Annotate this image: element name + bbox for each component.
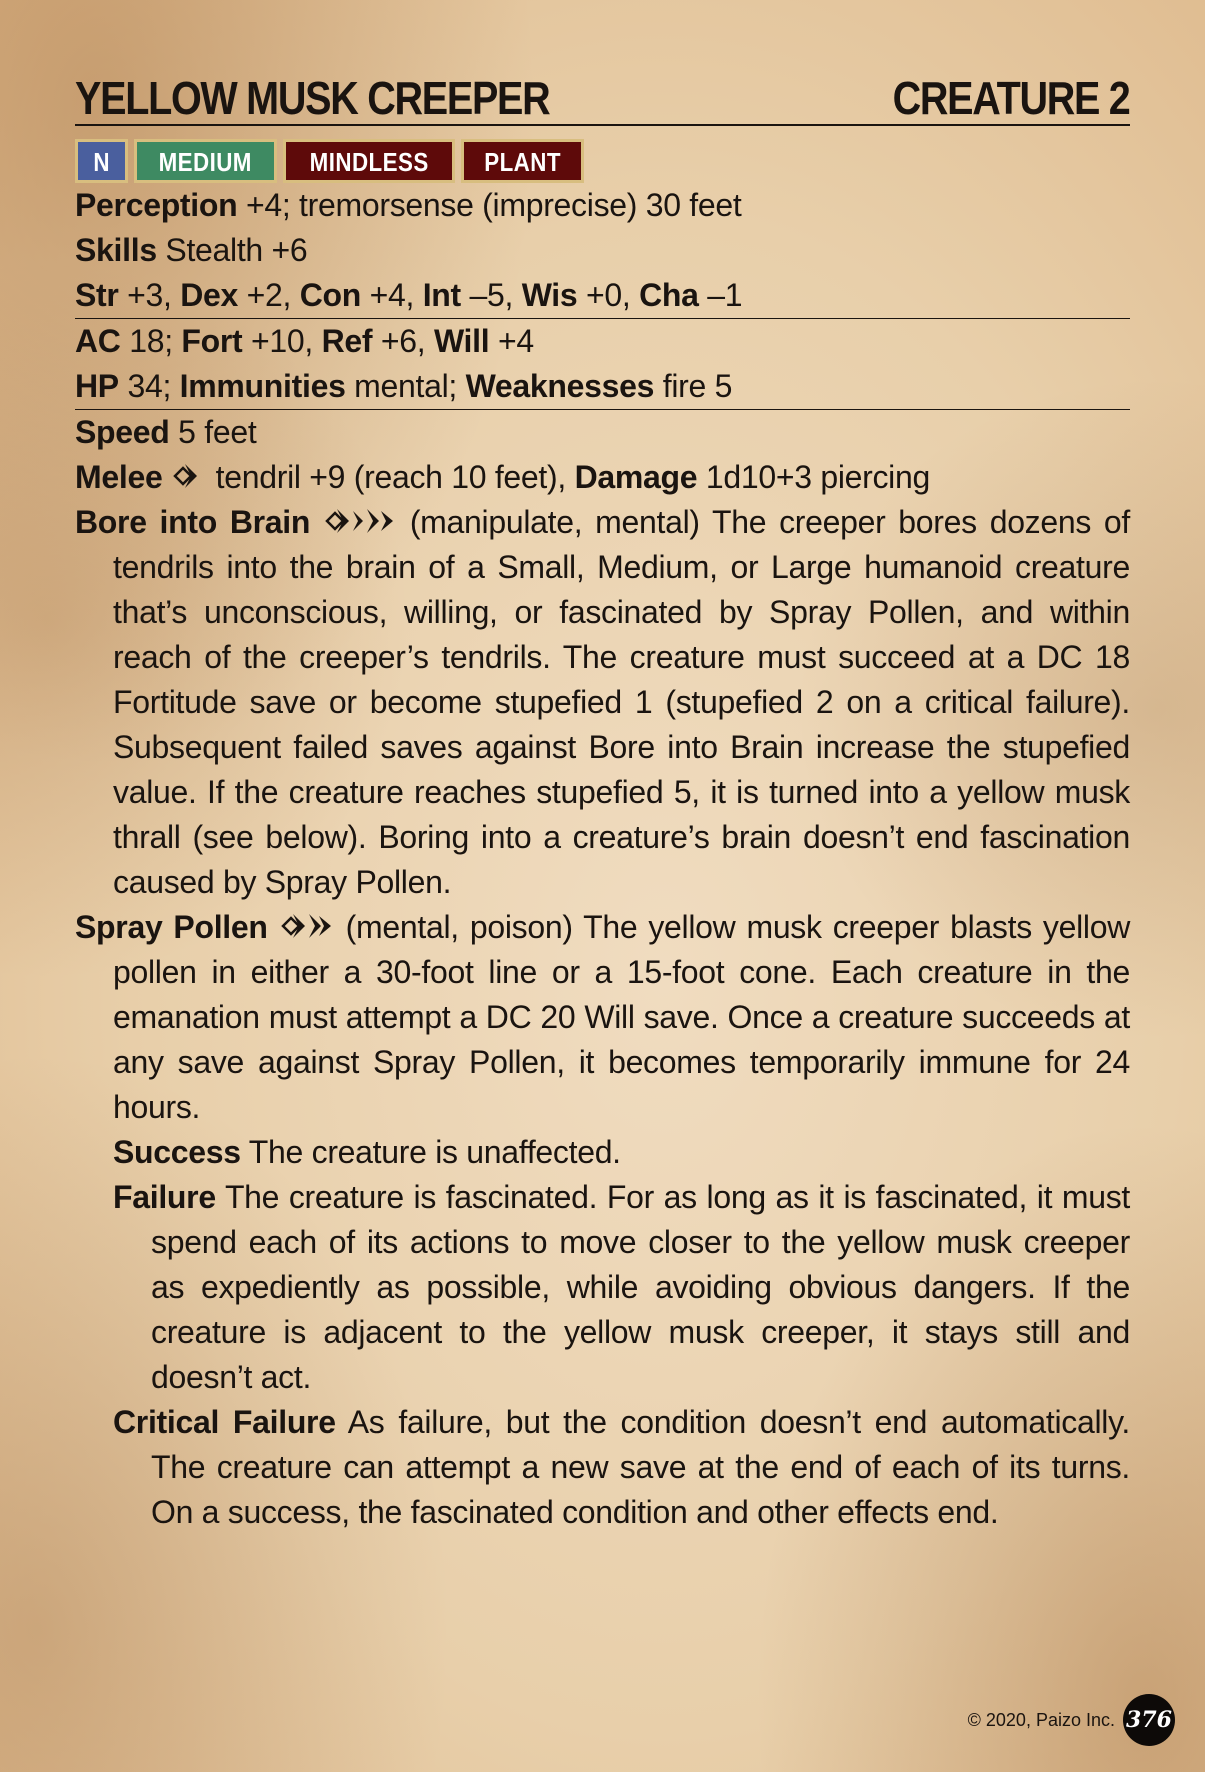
creature-level: CREATURE 2 <box>893 72 1130 124</box>
melee-label: Melee <box>75 459 163 495</box>
ability-value: +3, <box>127 277 172 313</box>
speed-value: 5 feet <box>178 414 257 450</box>
trait-plant: PLANT <box>461 139 584 183</box>
outcome-success <box>75 1130 1130 1175</box>
ability-label: Wis <box>521 277 578 313</box>
ability-label: Cha <box>639 277 699 313</box>
defense-line <box>75 319 1130 364</box>
bore-into-brain-text: (manipulate, mental) The creeper bores dozens of tendrils into the brain of a Small, Medium, or Large humanoid creature that’s unconscious, willing, or fascinated by Spray Pollen, and within reach of the creeper’s tendrils. The creature must succeed at a DC 18 Fortitude save or become stupefied 1 (stupefied 2 on a critical failure). Subsequent failed saves against Bore into Brain increase the stupefied value. If the creature reaches stupefied 5, it is turned into a yellow musk thrall (see below). Boring into a creature’s brain doesn’t end fascination caused by Spray Pollen. <box>113 504 1131 900</box>
immunities-value: mental; <box>354 368 458 404</box>
defense-label: AC <box>75 323 121 359</box>
defense-label: Will <box>433 323 490 359</box>
critical-failure-label: Critical Failure <box>113 1404 336 1440</box>
outcome-critical-failure <box>75 1400 1130 1535</box>
weaknesses-value: fire 5 <box>662 368 733 404</box>
failure-label: Failure <box>113 1179 216 1215</box>
ability-value: +4, <box>369 277 415 313</box>
creature-name: YELLOW MUSK CREEPER <box>75 72 550 124</box>
damage-label: Damage <box>574 459 698 495</box>
success-text: The creature is unaffected. <box>248 1134 621 1170</box>
trait-list <box>75 139 1130 183</box>
defense-value: 18; <box>129 323 173 359</box>
spray-pollen-text: (mental, poison) The yellow musk creeper blasts yellow pollen in either a 30-foot line or a 15-foot cone. Each creature in the emanation must attempt a DC 20 Will save. Once a creature succeeds at any save against Spray Pollen, it becomes temporarily immune for 24 hours. <box>113 909 1131 1125</box>
defense-value: +4 <box>497 323 534 359</box>
three-actions-icon <box>323 506 397 536</box>
hp-line <box>75 364 1130 409</box>
hp-label: HP <box>75 368 119 404</box>
trait-size: MEDIUM <box>134 139 276 183</box>
trait-alignment: N <box>75 139 128 183</box>
outcome-failure <box>75 1175 1130 1400</box>
page-footer <box>968 1694 1175 1746</box>
defense-label: Ref <box>321 323 373 359</box>
title-row <box>75 70 1130 126</box>
stat-block <box>75 70 1130 1535</box>
skills-value: Stealth +6 <box>165 232 308 268</box>
perception-line <box>75 183 1130 228</box>
page-number: 376 <box>1123 1694 1175 1746</box>
ability-value: +2, <box>246 277 292 313</box>
damage-value: 1d10+3 piercing <box>705 459 930 495</box>
defense-value: +6, <box>380 323 426 359</box>
speed-label: Speed <box>75 414 170 450</box>
ability-label: Str <box>75 277 119 313</box>
failure-text: The creature is fascinated. For as long as it is fascinated, it must spend each of its actions to move closer to the yellow musk creeper as expediently as possible, while avoiding obvious dangers. If the creature is adjacent to the yellow musk creeper, it stays still and doesn’t act. <box>151 1179 1130 1395</box>
perception-label: Perception <box>75 187 238 223</box>
immunities-label: Immunities <box>179 368 346 404</box>
ability-bore-into-brain <box>75 500 1130 905</box>
ability-label: Int <box>422 277 461 313</box>
spray-pollen-label: Spray Pollen <box>75 909 268 945</box>
ability-value: –5, <box>469 277 514 313</box>
ability-value: –1 <box>707 277 743 313</box>
defense-value: +10, <box>251 323 313 359</box>
critical-failure-text: As failure, but the condition doesn’t end automatically. The creature can attempt a new save at the end of each of its turns. On a success, the fascinated condition and other effects end. <box>151 1404 1131 1530</box>
defense-label: Fort <box>181 323 243 359</box>
hp-value: 34; <box>127 368 172 404</box>
trait-mindless: MINDLESS <box>283 139 455 183</box>
ability-label: Dex <box>180 277 239 313</box>
single-action-icon <box>171 461 207 491</box>
two-actions-icon <box>279 911 335 941</box>
melee-text: tendril +9 (reach 10 feet), <box>215 459 566 495</box>
abilities-line <box>75 273 1130 318</box>
ability-spray-pollen <box>75 905 1130 1130</box>
skills-label: Skills <box>75 232 157 268</box>
perception-value: +4; tremorsense (imprecise) 30 feet <box>245 187 742 223</box>
bore-into-brain-label: Bore into Brain <box>75 504 311 540</box>
melee-line <box>75 455 1130 500</box>
ability-label: Con <box>299 277 362 313</box>
copyright: © 2020, Paizo Inc. <box>967 1709 1115 1730</box>
skills-line <box>75 228 1130 273</box>
ability-value: +0, <box>586 277 631 313</box>
weaknesses-label: Weaknesses <box>465 368 655 404</box>
speed-line <box>75 410 1130 455</box>
success-label: Success <box>113 1134 241 1170</box>
